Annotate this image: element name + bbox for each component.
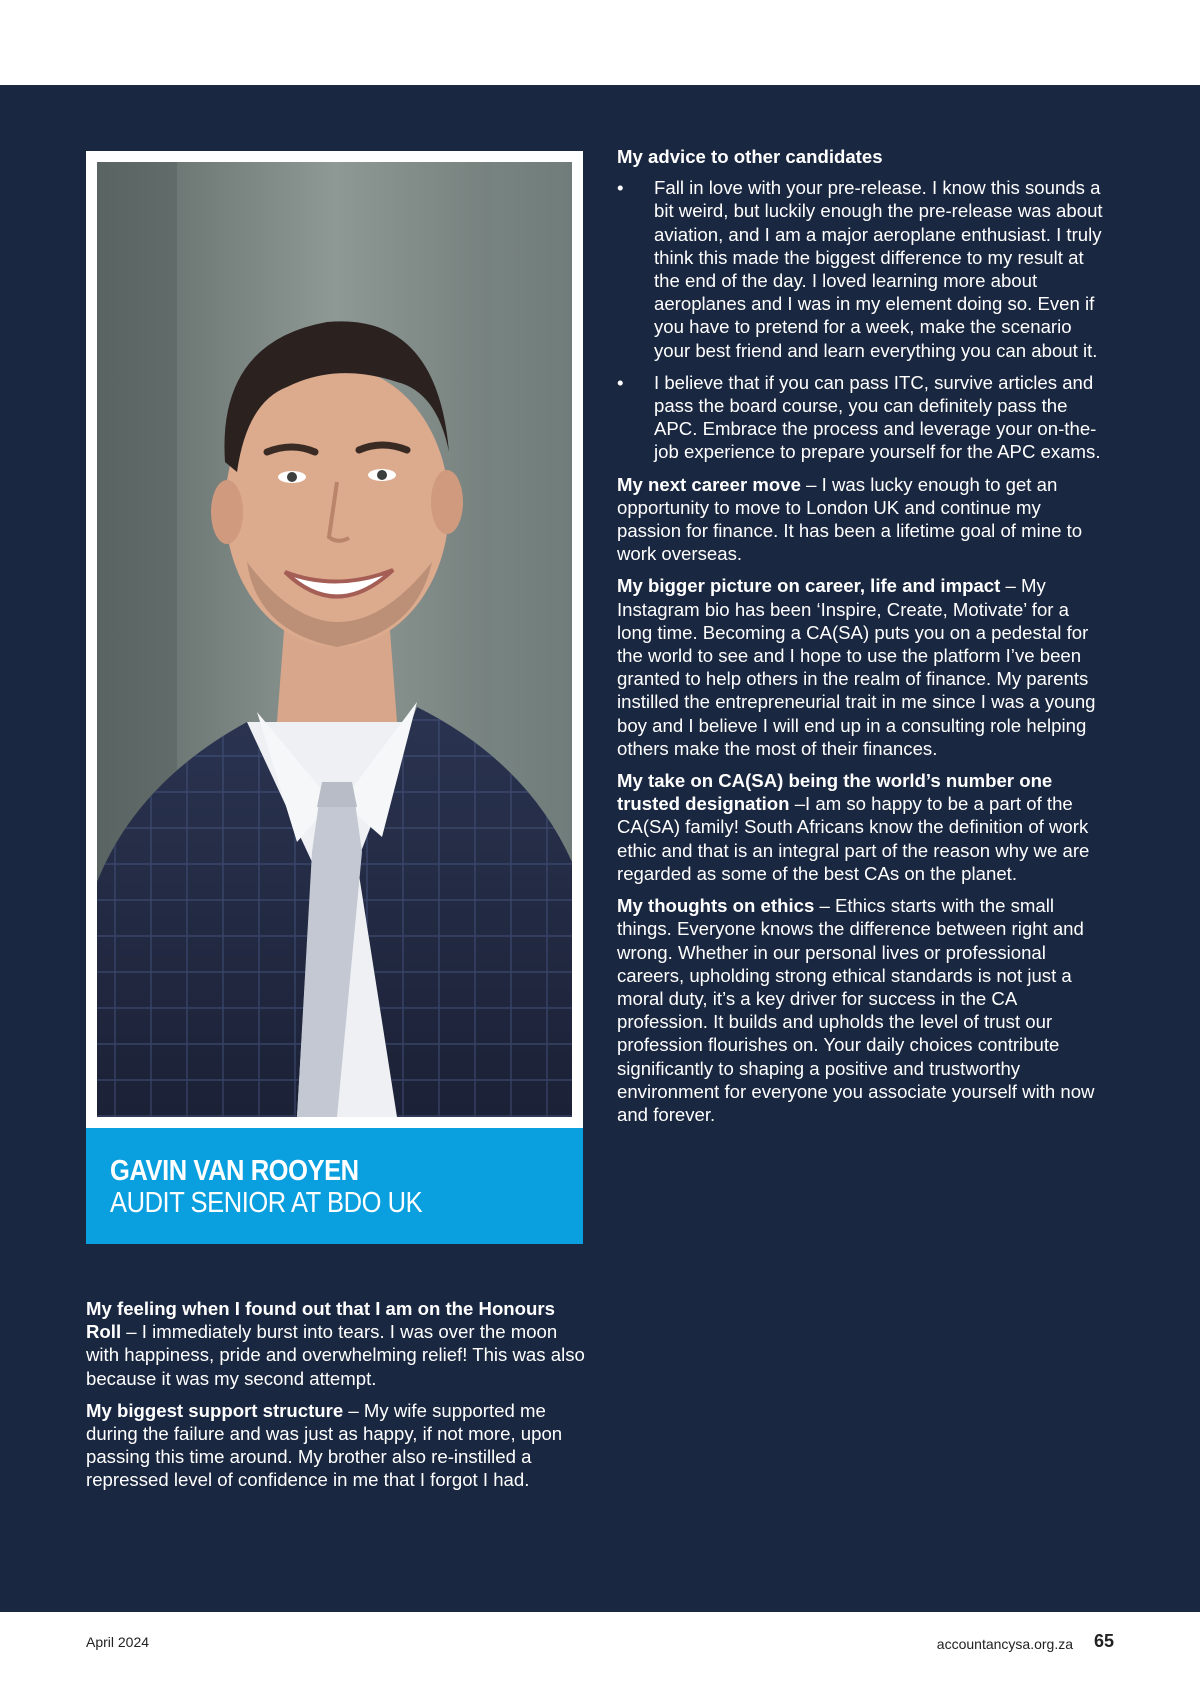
honours-feeling-paragraph bbox=[86, 1297, 586, 1390]
bigger-picture-text: – My Instagram bio has been ‘Inspire, Create, Motivate’ for a long time. Becoming a CA(SA) puts you on a pedestal for the world to see and I hope to use the platform I’ve been granted to help others in the realm of finance. My parents instilled the entrepreneurial trait in me since I was a young boy and I believe I will end up in a consulting role helping others make the most of their finances. bbox=[617, 575, 1096, 759]
profile-role: AUDIT SENIOR AT BDO UK bbox=[110, 1187, 423, 1219]
footer-website[interactable]: accountancysa.org.za bbox=[936, 1636, 1073, 1652]
bullet-icon: • bbox=[617, 371, 624, 393]
support-text: – My wife supported me during the failure and was just as happy, if not more, upon passing this time around. My brother also re-instilled a repressed level of confidence in me that I forgot I had. bbox=[86, 1399, 563, 1491]
footer-date: April 2024 bbox=[86, 1634, 150, 1650]
left-text-column bbox=[86, 1297, 586, 1501]
advice-list bbox=[617, 176, 1107, 463]
ethics-text: – Ethics starts with the small things. Everyone knows the difference between right and wrong. Whether in our personal lives or professional careers, upholding strong ethical standards is not just a moral duty, it’s a key driver for success in the CA profession. It builds and upholds the level of trust our profession flourishes on. Your daily choices contribute significantly to shaping a positive and trustworthy environment for everyone you associate yourself with now and forever. bbox=[617, 895, 1095, 1125]
portrait-illustration bbox=[97, 162, 572, 1117]
name-caption-box bbox=[86, 1128, 583, 1244]
advice-item-text: I believe that if you can pass ITC, survive articles and pass the board course, you can definitely pass the APC. Embrace the process and leverage your on-the-job experience to prepare yourself for the APC exams. bbox=[654, 371, 1101, 463]
trusted-designation-paragraph bbox=[617, 769, 1107, 885]
trusted-designation-text: –I am so happy to be a part of the CA(SA) family! South Africans know the definition of work ethic and that is an integral part of the reason why we are regarded as some of the best CAs on the planet. bbox=[617, 793, 1090, 884]
advice-item bbox=[617, 176, 1107, 362]
bigger-picture-paragraph bbox=[617, 574, 1107, 760]
right-text-column bbox=[617, 145, 1107, 1135]
career-move-label: My next career move bbox=[617, 473, 801, 495]
portrait-photo bbox=[97, 162, 572, 1117]
page-number: 65 bbox=[1093, 1631, 1114, 1651]
bigger-picture-label: My bigger picture on career, life and impact bbox=[617, 575, 1001, 597]
ethics-label: My thoughts on ethics bbox=[617, 895, 815, 917]
portrait-frame bbox=[86, 151, 583, 1128]
honours-feeling-label: My feeling when I found out that I am on the Honours Roll bbox=[86, 1298, 555, 1343]
advice-item-text: Fall in love with your pre-release. I know this sounds a bit weird, but luckily enough the pre-release was about aviation, and I am a major aeroplane enthusiast. I truly think this made the biggest difference to my result at the end of the day. I loved learning more about aeroplanes and I was in my element doing so. Even if you have to pretend for a week, make the scenario your best friend and learn everything you can about it. bbox=[654, 177, 1103, 361]
career-move-text: – I was lucky enough to get an opportunity to move to London UK and continue my passion for finance. It has been a lifetime goal of mine to work overseas. bbox=[617, 473, 1083, 565]
career-move-paragraph bbox=[617, 473, 1107, 566]
advice-heading: My advice to other candidates bbox=[617, 146, 883, 167]
trusted-designation-label: My take on CA(SA) being the world’s number one trusted designation bbox=[617, 770, 1053, 815]
profile-name: GAVIN VAN ROOYEN bbox=[110, 1155, 359, 1187]
support-label: My biggest support structure bbox=[86, 1399, 344, 1421]
advice-item bbox=[617, 371, 1107, 464]
honours-feeling-text: – I immediately burst into tears. I was over the moon with happiness, pride and overwhelming relief! This was also because it was my second attempt. bbox=[86, 1321, 585, 1389]
ethics-paragraph bbox=[617, 894, 1107, 1126]
bullet-icon: • bbox=[617, 177, 624, 199]
support-paragraph bbox=[86, 1399, 586, 1492]
